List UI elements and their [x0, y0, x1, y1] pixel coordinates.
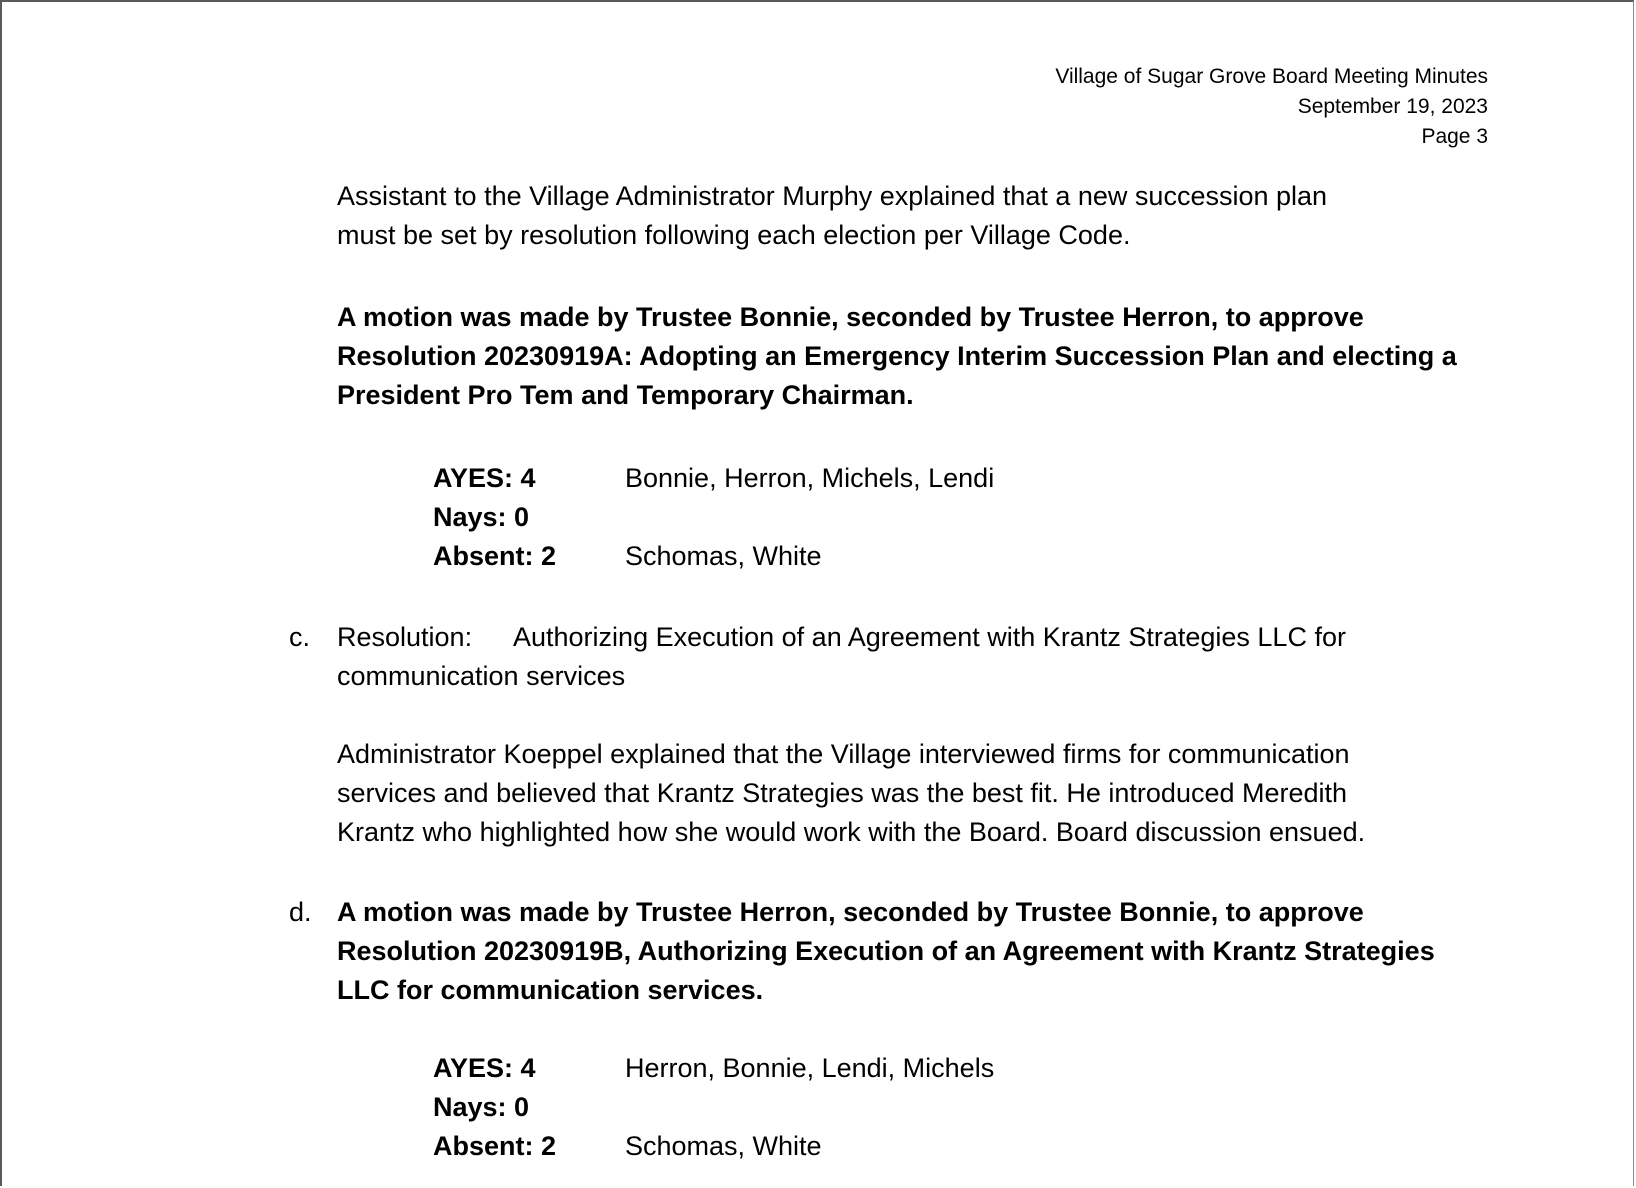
resolution-title-line: communication services	[337, 661, 626, 691]
vote-label: Nays: 0	[433, 1092, 530, 1122]
vote-tally-resolution-a	[433, 459, 994, 576]
vote-label: AYES: 4	[433, 463, 536, 493]
vote-row-nays	[433, 498, 994, 537]
item-c-resolution	[337, 618, 1497, 696]
header-date: September 19, 2023	[1297, 95, 1488, 118]
item-d-marker: d.	[289, 897, 312, 927]
header-page-number: Page 3	[1421, 125, 1488, 148]
resolution-title-line	[337, 618, 1497, 657]
motion-line: President Pro Tem and Temporary Chairman.	[337, 380, 914, 410]
vote-row-absent	[433, 1127, 994, 1166]
vote-tally-resolution-b	[433, 1049, 994, 1166]
motion-line: Resolution 20230919A: Adopting an Emergency Interim Succession Plan and electing a	[337, 341, 1457, 371]
vote-names: Schomas, White	[625, 541, 822, 571]
paragraph-line: services and believed that Krantz Strategies was the best fit. He introduced Meredith	[337, 778, 1348, 808]
header-title: Village of Sugar Grove Board Meeting Minutes	[1055, 65, 1488, 88]
paragraph-line: Assistant to the Village Administrator Murphy explained that a new succession plan	[337, 181, 1328, 211]
vote-label: Absent: 2	[433, 541, 557, 571]
vote-names: Herron, Bonnie, Lendi, Michels	[625, 1053, 995, 1083]
paragraph-line: must be set by resolution following each election per Village Code.	[337, 220, 1131, 250]
vote-row-absent	[433, 537, 994, 576]
motion-resolution-b	[337, 893, 1497, 1010]
paragraph-line: Administrator Koeppel explained that the Village interviewed firms for communication	[337, 739, 1350, 769]
item-c-marker: c.	[289, 622, 311, 652]
paragraph-line: Krantz who highlighted how she would work with the Board. Board discussion ensued.	[337, 817, 1366, 847]
page-header	[1055, 62, 1488, 152]
vote-row-ayes	[433, 459, 994, 498]
motion-line: LLC for communication services.	[337, 975, 764, 1005]
vote-row-nays	[433, 1088, 994, 1127]
resolution-label: Resolution:	[337, 622, 473, 652]
vote-names: Bonnie, Herron, Michels, Lendi	[625, 463, 995, 493]
vote-label: AYES: 4	[433, 1053, 536, 1083]
succession-plan-paragraph	[337, 177, 1497, 255]
vote-label: Absent: 2	[433, 1131, 557, 1161]
krantz-discussion-paragraph	[337, 735, 1497, 852]
motion-line: A motion was made by Trustee Herron, seconded by Trustee Bonnie, to approve	[337, 897, 1364, 927]
motion-resolution-a	[337, 298, 1497, 415]
resolution-title: Authorizing Execution of an Agreement with Krantz Strategies LLC for	[513, 622, 1346, 652]
motion-line: A motion was made by Trustee Bonnie, seconded by Trustee Herron, to approve	[337, 302, 1364, 332]
vote-names: Schomas, White	[625, 1131, 822, 1161]
motion-line: Resolution 20230919B, Authorizing Execution of an Agreement with Krantz Strategies	[337, 936, 1435, 966]
vote-label: Nays: 0	[433, 502, 530, 532]
vote-row-ayes	[433, 1049, 994, 1088]
